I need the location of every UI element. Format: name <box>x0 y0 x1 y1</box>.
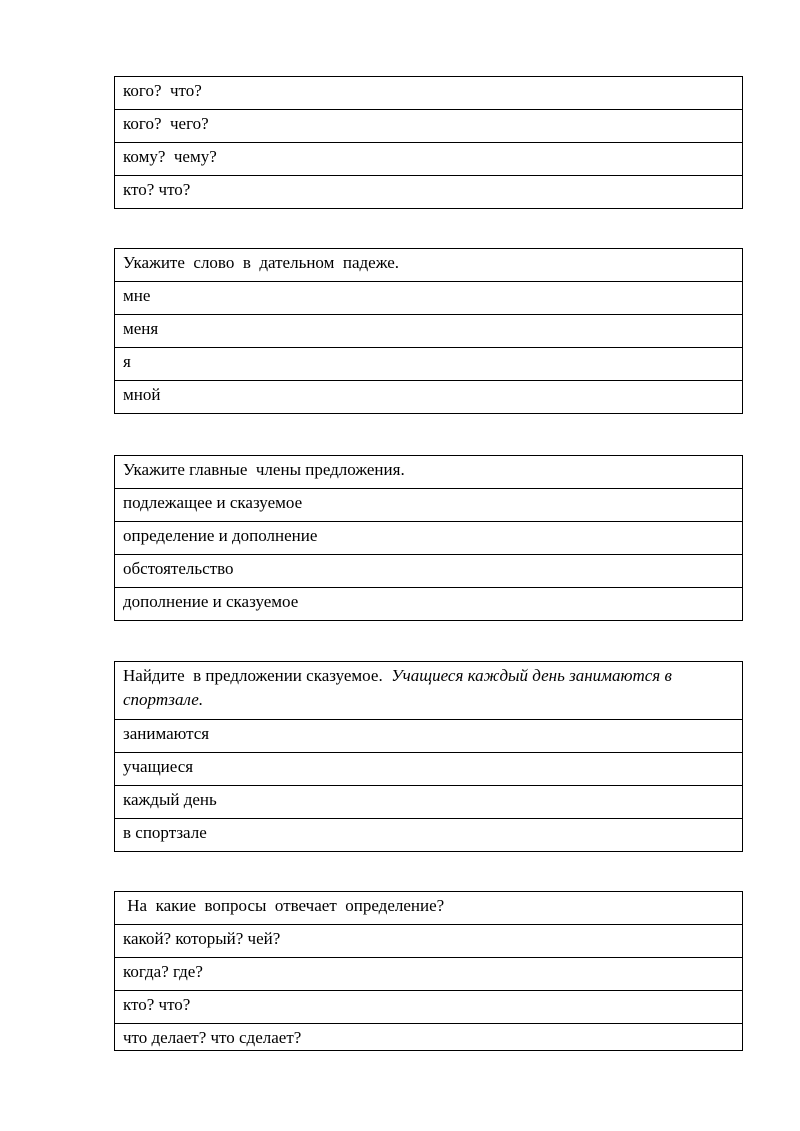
question-table-main-members <box>114 455 743 621</box>
question-text: Укажите слово в дательном падеже. <box>115 249 743 282</box>
question-table-attribute <box>114 891 743 1051</box>
option-cell: учащиеся <box>115 753 743 786</box>
table-row <box>115 348 743 381</box>
table-row <box>115 588 743 621</box>
option-cell: занимаются <box>115 720 743 753</box>
table-row <box>115 176 743 209</box>
option-cell: кого? чего? <box>115 110 743 143</box>
question-row <box>115 456 743 489</box>
option-cell: кто? что? <box>115 176 743 209</box>
question-row <box>115 249 743 282</box>
table-row <box>115 753 743 786</box>
table-row <box>115 991 743 1024</box>
option-cell: что делает? что сделает? <box>115 1024 743 1051</box>
table-row <box>115 282 743 315</box>
table-row <box>115 555 743 588</box>
answer-options-table-1 <box>114 76 743 209</box>
option-cell: кому? чему? <box>115 143 743 176</box>
question-text: На какие вопросы отвечает определение? <box>115 892 743 925</box>
option-cell: в спортзале <box>115 819 743 852</box>
table-row <box>115 925 743 958</box>
option-cell: определение и дополнение <box>115 522 743 555</box>
option-cell: мной <box>115 381 743 414</box>
option-cell: меня <box>115 315 743 348</box>
option-cell: дополнение и сказуемое <box>115 588 743 621</box>
table-row <box>115 786 743 819</box>
question-text <box>115 662 743 720</box>
question-row <box>115 892 743 925</box>
option-cell: я <box>115 348 743 381</box>
option-cell: какой? который? чей? <box>115 925 743 958</box>
question-text: Укажите главные члены предложения. <box>115 456 743 489</box>
table-row <box>115 958 743 991</box>
question-prefix: Найдите в предложении сказуемое. <box>123 666 392 685</box>
question-table-dative <box>114 248 743 414</box>
option-cell: когда? где? <box>115 958 743 991</box>
table-row <box>115 110 743 143</box>
question-row <box>115 662 743 720</box>
option-cell: кто? что? <box>115 991 743 1024</box>
table-row <box>115 1024 743 1051</box>
table-row <box>115 381 743 414</box>
table-row <box>115 720 743 753</box>
table-row <box>115 819 743 852</box>
table-row <box>115 522 743 555</box>
option-cell: подлежащее и сказуемое <box>115 489 743 522</box>
table-row <box>115 489 743 522</box>
option-cell: кого? что? <box>115 77 743 110</box>
question-table-predicate <box>114 661 743 852</box>
option-cell: каждый день <box>115 786 743 819</box>
table-row <box>115 77 743 110</box>
question-sentence: Учащиеся каждый день занимаются в спортзале. <box>123 666 672 709</box>
table-row <box>115 315 743 348</box>
option-cell: мне <box>115 282 743 315</box>
table-row <box>115 143 743 176</box>
option-cell: обстоятельство <box>115 555 743 588</box>
